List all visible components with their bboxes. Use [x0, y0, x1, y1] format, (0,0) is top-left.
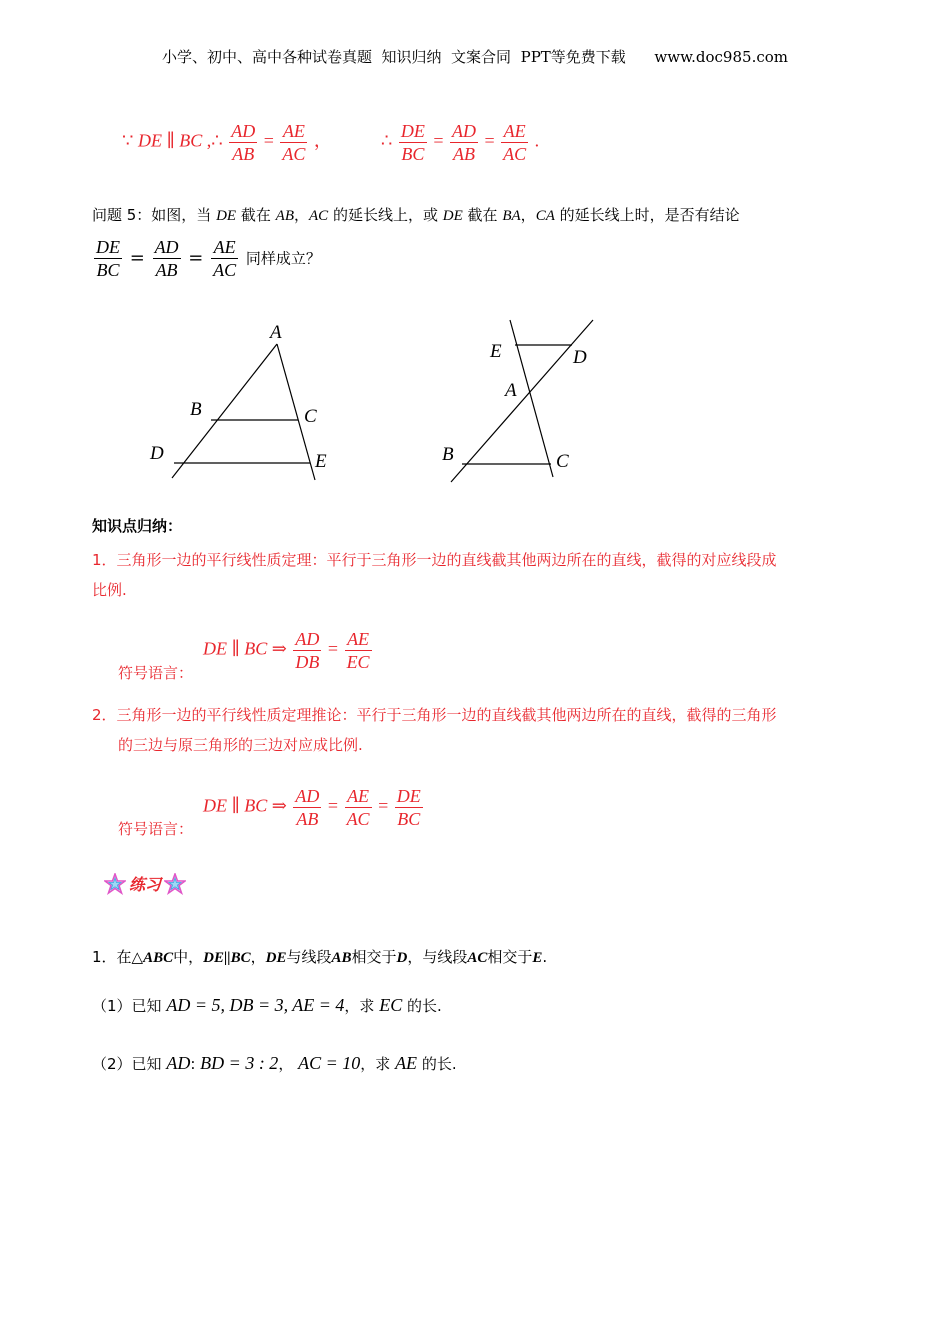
label-a: A: [270, 322, 282, 343]
figure-right: [435, 312, 615, 487]
practice-sub-1: （1）已知 AD = 5, DB = 3, AE = 4，求 EC 的长.: [92, 995, 442, 1015]
page-header: 小学、初中、高中各种试卷真题 知识归纳 文案合同 PPT等免费下载 www.doc985.com: [161, 48, 788, 66]
fraction-ae-ac: $\frac{AE}{AC}$: [282, 121, 306, 164]
label-a: A: [505, 380, 517, 401]
figure-left: [140, 310, 360, 485]
label-b: B: [442, 444, 454, 465]
summary-title: 知识点归纳：: [92, 517, 183, 535]
fraction-ad-ab: $\frac{AD}{AB}$: [231, 121, 256, 164]
fraction-ad-ab-f2: $\frac{AD}{AB}$: [295, 786, 320, 829]
label-c: C: [556, 451, 569, 472]
practice-sub-2: （2）已知 AD: BD = 3 : 2， AC = 10，求 AE 的长.: [92, 1053, 457, 1073]
line-db: [451, 320, 593, 482]
formula-2: DE ∥ BC ⇒ $\frac{AD}{AB}$ = $\frac{AE}{AC}$ = $\frac{DE}{BC}$: [203, 786, 421, 829]
practice-title: 练习: [129, 875, 162, 894]
label-e: E: [490, 341, 502, 362]
therefore-symbol-2: ∴: [380, 130, 393, 151]
therefore-symbol: ,∴: [206, 130, 223, 151]
star-icon: [104, 873, 126, 895]
label-e: E: [315, 451, 327, 472]
formula-1: DE ∥ BC ⇒ $\frac{AD}{DB}$ = $\frac{AE}{EC}$: [203, 629, 370, 672]
label-c: C: [304, 406, 317, 427]
label-d: D: [573, 347, 587, 368]
proof-premise: DE ∥ BC: [137, 130, 203, 151]
question-5-text: 问题 5：如图，当 DE 截在 AB，AC 的延长线上，或 DE 截在 BA，CA 的延长线上时，是否有结论: [92, 206, 740, 224]
fraction-de-bc: $\frac{DE}{BC}$: [400, 121, 425, 164]
fraction-ad-ab-2: $\frac{AD}{AB}$: [452, 121, 476, 164]
fraction-ad-db: $\frac{AD}{DB}$: [295, 629, 320, 672]
fraction-de-bc-q5: $\frac{DE}{BC}$: [96, 237, 120, 280]
question-5-formula: $\frac{DE}{BC}$ = $\frac{AD}{AB}$ = $\frac{AE}{AC}$ 同样成立？: [96, 237, 321, 280]
summary-item-2: 2．三角形一边的平行线性质定理推论：平行于三角形一边的直线截其他两边所在的直线，截得的三角形 的三边与原三角形的三边对应成比例.: [92, 706, 777, 754]
summary-item-1: 1．三角形一边的平行线性质定理：平行于三角形一边的直线截其他两边所在的直线，截得的对应线段成 比例.: [92, 551, 777, 599]
fraction-ae-ac-q5: $\frac{AE}{AC}$: [213, 237, 237, 280]
fraction-ae-ac-f2: $\frac{AE}{AC}$: [346, 786, 370, 829]
practice-question-1: 1．在△ABC中，DE||BC，DE与线段AB相交于D，与线段AC相交于E.: [92, 948, 548, 966]
fraction-de-bc-f2: $\frac{DE}{BC}$: [396, 786, 421, 829]
star-icon: [164, 873, 186, 895]
practice-header: [104, 872, 186, 895]
because-symbol: ∵: [122, 130, 134, 151]
label-b: B: [190, 399, 202, 420]
fraction-ae-ec: $\frac{AE}{EC}$: [346, 629, 370, 672]
fraction-ae-ac-2: $\frac{AE}{AC}$: [503, 121, 527, 164]
proof-line: ∵ DE ∥ BC ,∴ $\frac{AD}{AB}$ = $\frac{AE}{AC}$ ， ∴ $\frac{DE}{BC}$ = $\frac{AD}{AB}$ = $\frac{AE}{AC}$ .: [122, 121, 540, 164]
symbol-language-label-2: 符号语言：: [118, 820, 194, 838]
fraction-ad-ab-q5: $\frac{AD}{AB}$: [154, 237, 179, 280]
symbol-language-label-1: 符号语言：: [118, 664, 194, 682]
label-d: D: [150, 443, 164, 464]
line-ad: [172, 344, 277, 478]
